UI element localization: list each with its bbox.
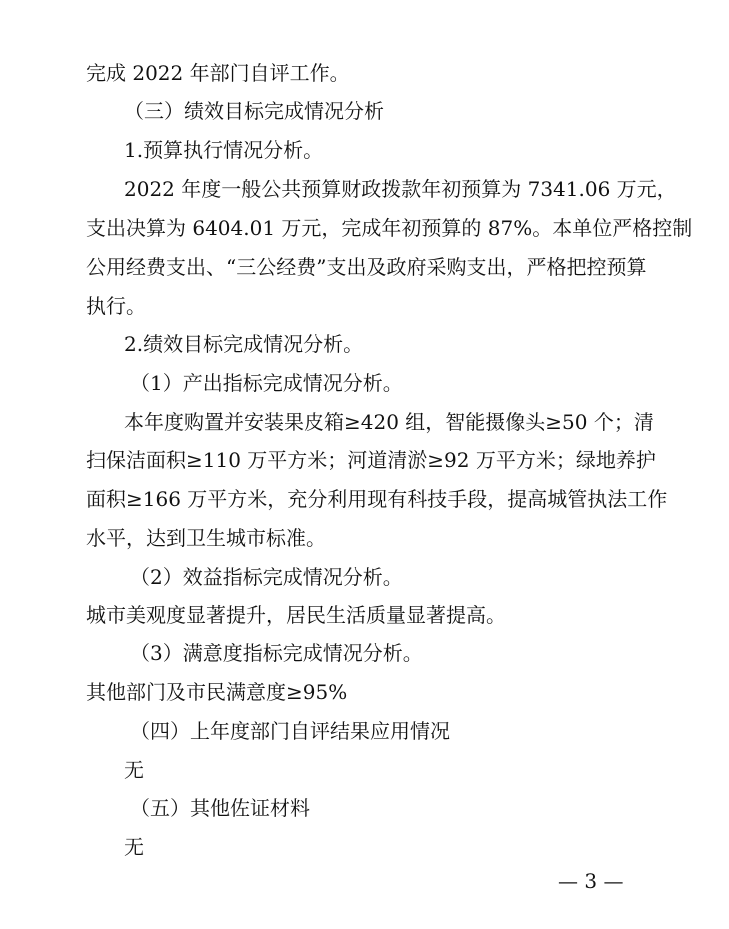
- item-heading: （1）产出指标完成情况分析。: [130, 371, 403, 395]
- text-line: 城市美观度显著提升，居民生活质量显著提高。: [86, 603, 506, 627]
- text-line: 执行。: [86, 294, 146, 318]
- text-line: 扫保洁面积≥110 万平方米；河道清淤≥92 万平方米；绿地养护: [86, 448, 656, 472]
- text-line: 水平，达到卫生城市标准。: [86, 526, 326, 550]
- text-line: 本年度购置并安装果皮箱≥420 组，智能摄像头≥50 个；清: [124, 410, 654, 434]
- subsection-heading: 1.预算执行情况分析。: [124, 138, 324, 162]
- text-line: 支出决算为 6404.01 万元，完成年初预算的 87%。本单位严格控制: [86, 216, 693, 240]
- section-heading: （三）绩效目标完成情况分析: [124, 99, 384, 123]
- text-line: 2022 年度一般公共预算财政拨款年初预算为 7341.06 万元，: [124, 177, 677, 201]
- text-line: 公用经费支出、“三公经费”支出及政府采购支出，严格把控预算: [86, 255, 647, 279]
- section-heading: （四）上年度部门自评结果应用情况: [130, 719, 450, 743]
- item-heading: （2）效益指标完成情况分析。: [130, 565, 403, 589]
- subsection-heading: 2.绩效目标完成情况分析。: [124, 332, 364, 356]
- section-heading: （五）其他佐证材料: [130, 796, 310, 820]
- text-line: 完成 2022 年部门自评工作。: [86, 61, 350, 85]
- item-heading: （3）满意度指标完成情况分析。: [130, 641, 423, 665]
- page-number: — 3 —: [558, 869, 624, 893]
- text-line: 其他部门及市民满意度≥95%: [86, 680, 348, 704]
- text-line: 面积≥166 万平方米，充分利用现有科技手段，提高城管执法工作: [86, 487, 668, 511]
- text-line: 无: [124, 758, 144, 782]
- text-line: 无: [124, 835, 144, 859]
